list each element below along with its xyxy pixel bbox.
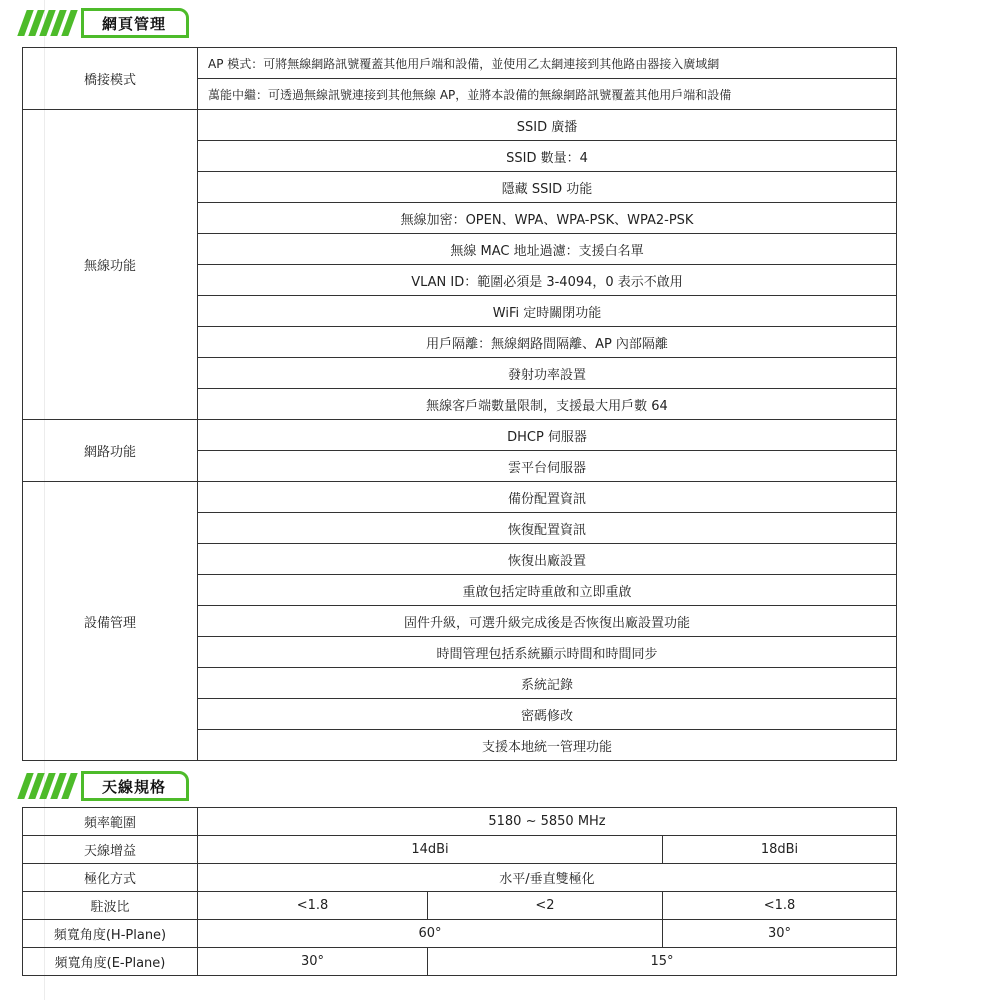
spec-cell: 重啟包括定時重啟和立即重啟 xyxy=(198,575,897,606)
label-gain: 天線增益 xyxy=(23,836,198,864)
spec-cell: WiFi 定時關閉功能 xyxy=(198,296,897,327)
spec-cell: 固件升級，可選升級完成後是否恢復出廠設置功能 xyxy=(198,606,897,637)
table-row xyxy=(23,482,897,513)
table-row xyxy=(23,420,897,451)
spec-cell: AP 模式：可將無線網路訊號覆蓋其他用戶端和設備，並使用乙太網連接到其他路由器接入廣域網 xyxy=(198,48,897,79)
stripe-decoration xyxy=(22,773,77,799)
spec-cell: 密碼修改 xyxy=(198,699,897,730)
stripe-decoration xyxy=(22,10,77,36)
antenna-spec-table xyxy=(22,807,897,976)
value-frequency: 5180 ~ 5850 MHz xyxy=(198,808,897,836)
spec-cell: 無線客戶端數量限制，支援最大用戶數 64 xyxy=(198,389,897,420)
label-frequency: 頻率範圍 xyxy=(23,808,198,836)
label-polarization: 極化方式 xyxy=(23,864,198,892)
value-h-plane-a: 60° xyxy=(198,920,663,948)
value-e-plane-a: 30° xyxy=(198,948,428,976)
spec-cell: 恢復出廠設置 xyxy=(198,544,897,575)
section-header-web-management xyxy=(22,8,189,38)
web-management-spec-table xyxy=(22,47,897,761)
label-vswr: 駐波比 xyxy=(23,892,198,920)
value-vswr-c: <1.8 xyxy=(663,892,897,920)
spec-cell: 發射功率設置 xyxy=(198,358,897,389)
value-gain-b: 18dBi xyxy=(663,836,897,864)
spec-cell: 無線 MAC 地址過濾：支援白名單 xyxy=(198,234,897,265)
value-gain-a: 14dBi xyxy=(198,836,663,864)
spec-cell: 無線加密：OPEN、WPA、WPA-PSK、WPA2-PSK xyxy=(198,203,897,234)
category-bridge-mode: 橋接模式 xyxy=(23,48,198,110)
category-wireless: 無線功能 xyxy=(23,110,198,420)
table-row xyxy=(23,48,897,79)
category-network: 網路功能 xyxy=(23,420,198,482)
table-row xyxy=(23,110,897,141)
spec-cell: 系統記錄 xyxy=(198,668,897,699)
value-polarization: 水平/垂直雙極化 xyxy=(198,864,897,892)
section-title: 網頁管理 xyxy=(81,8,189,38)
table-row xyxy=(23,948,897,976)
spec-cell: SSID 廣播 xyxy=(198,110,897,141)
spec-cell: VLAN ID：範圍必須是 3-4094，0 表示不啟用 xyxy=(198,265,897,296)
section-header-antenna-spec xyxy=(22,771,189,801)
table-row xyxy=(23,864,897,892)
spec-cell: 用戶隔離：無線網路間隔離、AP 內部隔離 xyxy=(198,327,897,358)
table-row xyxy=(23,836,897,864)
table-row xyxy=(23,920,897,948)
spec-cell: 雲平台伺服器 xyxy=(198,451,897,482)
label-h-plane: 頻寬角度(H-Plane) xyxy=(23,920,198,948)
spec-cell: 隱藏 SSID 功能 xyxy=(198,172,897,203)
category-device-management: 設備管理 xyxy=(23,482,198,761)
spec-cell: 時間管理包括系統顯示時間和時間同步 xyxy=(198,637,897,668)
spec-cell: 支援本地統一管理功能 xyxy=(198,730,897,761)
value-vswr-b: <2 xyxy=(428,892,663,920)
label-e-plane: 頻寬角度(E-Plane) xyxy=(23,948,198,976)
spec-cell: SSID 數量：4 xyxy=(198,141,897,172)
value-vswr-a: <1.8 xyxy=(198,892,428,920)
section-title: 天線規格 xyxy=(81,771,189,801)
spec-cell: DHCP 伺服器 xyxy=(198,420,897,451)
spec-cell: 萬能中繼：可透過無線訊號連接到其他無線 AP，並將本設備的無線網路訊號覆蓋其他用戶端和設備 xyxy=(198,79,897,110)
table-row xyxy=(23,892,897,920)
spec-cell: 備份配置資訊 xyxy=(198,482,897,513)
table-row xyxy=(23,808,897,836)
value-h-plane-b: 30° xyxy=(663,920,897,948)
value-e-plane-b: 15° xyxy=(428,948,897,976)
spec-cell: 恢復配置資訊 xyxy=(198,513,897,544)
